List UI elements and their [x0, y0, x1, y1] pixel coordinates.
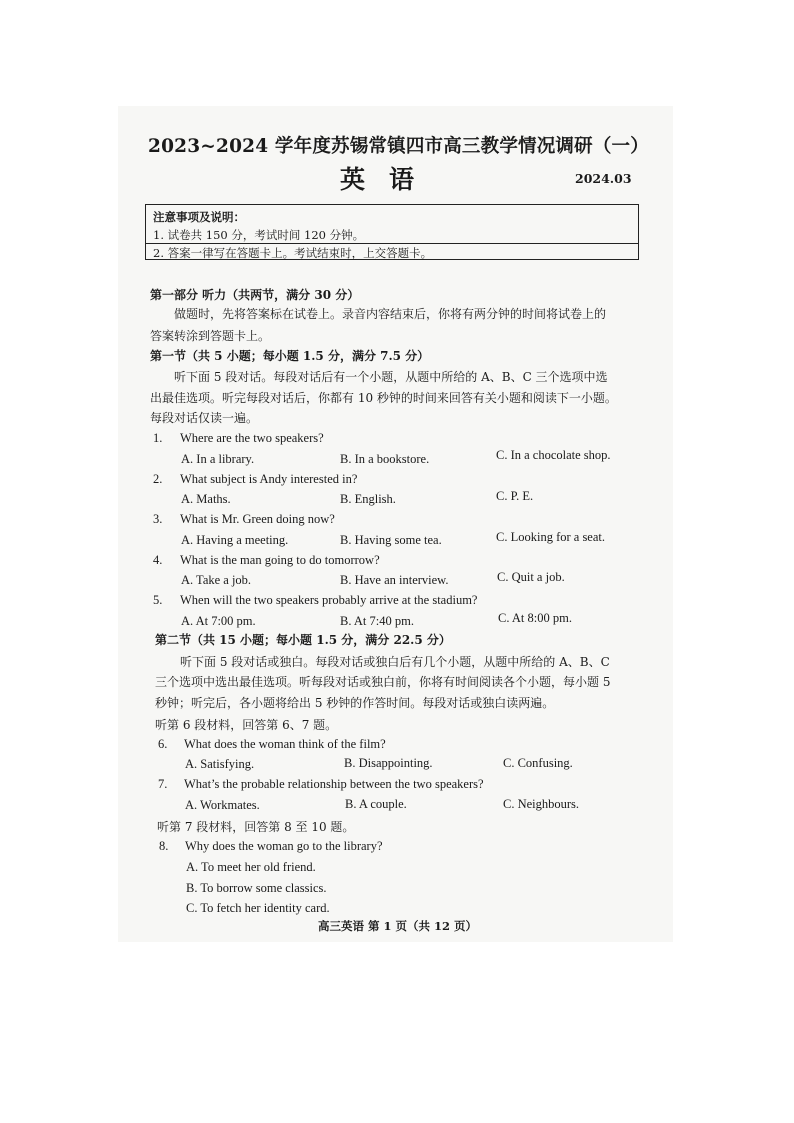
notice-item-2: 2. 答案一律写在答题卡上。考试结束时，上交答题卡。	[153, 246, 433, 260]
option-b: B. Have an interview.	[340, 573, 449, 587]
exam-title: 2023~2024 学年度苏锡常镇四市高三教学情况调研（一）	[148, 136, 649, 157]
option-c: C. Neighbours.	[503, 797, 580, 811]
section2-instruction-line: 听下面 5 段对话或独白。每段对话或独白后有几个小题，从题中所给的 A、B、C	[180, 655, 610, 669]
option-c: C. To fetch her identity card.	[186, 901, 330, 915]
section2-instruction-line: 三个选项中选出最佳选项。听每段对话或独白前，你将有时间阅读各个小题，每小题 5	[155, 675, 611, 689]
page-footer: 高三英语 第 1 页（共 12 页）	[318, 919, 478, 933]
option-a: A. Satisfying.	[185, 757, 255, 771]
material-7-intro: 听第 7 段材料，回答第 8 至 10 题。	[157, 820, 355, 834]
option-c: C. Looking for a seat.	[496, 530, 606, 544]
question-text: Where are the two speakers?	[180, 431, 324, 445]
section1-instruction-line: 听下面 5 段对话。每段对话后有一个小题，从题中所给的 A、B、C 三个选项中选	[174, 370, 608, 384]
section2-heading: 第二节（共 15 小题；每小题 1.5 分，满分 22.5 分）	[155, 633, 451, 647]
notice-item-1: 1. 试卷共 150 分，考试时间 120 分钟。	[153, 228, 365, 242]
part1-instruction-line: 答案转涂到答题卡上。	[150, 329, 271, 343]
option-b: B. English.	[340, 492, 396, 506]
question-number: 3.	[153, 512, 163, 526]
question-text: What’s the probable relationship between the two speakers?	[184, 777, 484, 791]
material-6-intro: 听第 6 段材料，回答第 6、7 题。	[155, 718, 338, 732]
question-text: What is the man going to do tomorrow?	[180, 553, 380, 567]
question-number: 5.	[153, 593, 163, 607]
question-text: When will the two speakers probably arrive at the stadium?	[180, 593, 478, 607]
option-c: C. At 8:00 pm.	[498, 611, 572, 625]
option-a: A. Workmates.	[185, 798, 260, 812]
section2-instruction-line: 秒钟；听完后，各小题将给出 5 秒钟的作答时间。每段对话或独白读两遍。	[155, 696, 555, 710]
question-text: What is Mr. Green doing now?	[180, 512, 335, 526]
notice-box	[145, 204, 639, 260]
section1-instruction-line: 每段对话仅读一遍。	[150, 411, 259, 425]
option-a: A. To meet her old friend.	[186, 860, 316, 874]
option-a: A. Maths.	[181, 492, 231, 506]
notice-divider	[146, 243, 638, 244]
question-number: 6.	[158, 737, 168, 751]
question-text: What subject is Andy interested in?	[180, 472, 358, 486]
part1-heading: 第一部分 听力（共两节，满分 30 分）	[150, 288, 360, 302]
question-number: 8.	[159, 839, 169, 853]
option-a: A. At 7:00 pm.	[181, 614, 256, 628]
option-c: C. P. E.	[496, 489, 534, 503]
notice-heading: 注意事项及说明：	[153, 210, 245, 224]
question-text: Why does the woman go to the library?	[185, 839, 383, 853]
option-b: B. A couple.	[345, 797, 407, 811]
exam-date: 2024.03	[575, 171, 632, 186]
option-b: B. Having some tea.	[340, 533, 442, 547]
option-b: B. To borrow some classics.	[186, 881, 327, 895]
option-c: C. Confusing.	[503, 756, 573, 770]
option-a: A. In a library.	[181, 452, 255, 466]
question-text: What does the woman think of the film?	[184, 737, 386, 751]
question-number: 7.	[158, 777, 168, 791]
section1-heading: 第一节（共 5 小题；每小题 1.5 分，满分 7.5 分）	[150, 349, 430, 363]
option-a: A. Take a job.	[181, 573, 252, 587]
option-b: B. At 7:40 pm.	[340, 614, 414, 628]
part1-instruction-line: 做题时，先将答案标在试卷上。录音内容结束后，你将有两分钟的时间将试卷上的	[174, 307, 607, 321]
question-number: 4.	[153, 553, 163, 567]
option-b: B. In a bookstore.	[340, 452, 430, 466]
option-a: A. Having a meeting.	[181, 533, 289, 547]
option-b: B. Disappointing.	[344, 756, 433, 770]
question-number: 2.	[153, 472, 163, 486]
option-c: C. Quit a job.	[497, 570, 565, 584]
option-c: C. In a chocolate shop.	[496, 448, 611, 462]
subject-title: 英语	[340, 165, 439, 194]
section1-instruction-line: 出最佳选项。听完每段对话后，你都有 10 秒钟的时间来回答有关小题和阅读下一小题。	[150, 391, 617, 405]
question-number: 1.	[153, 431, 163, 445]
